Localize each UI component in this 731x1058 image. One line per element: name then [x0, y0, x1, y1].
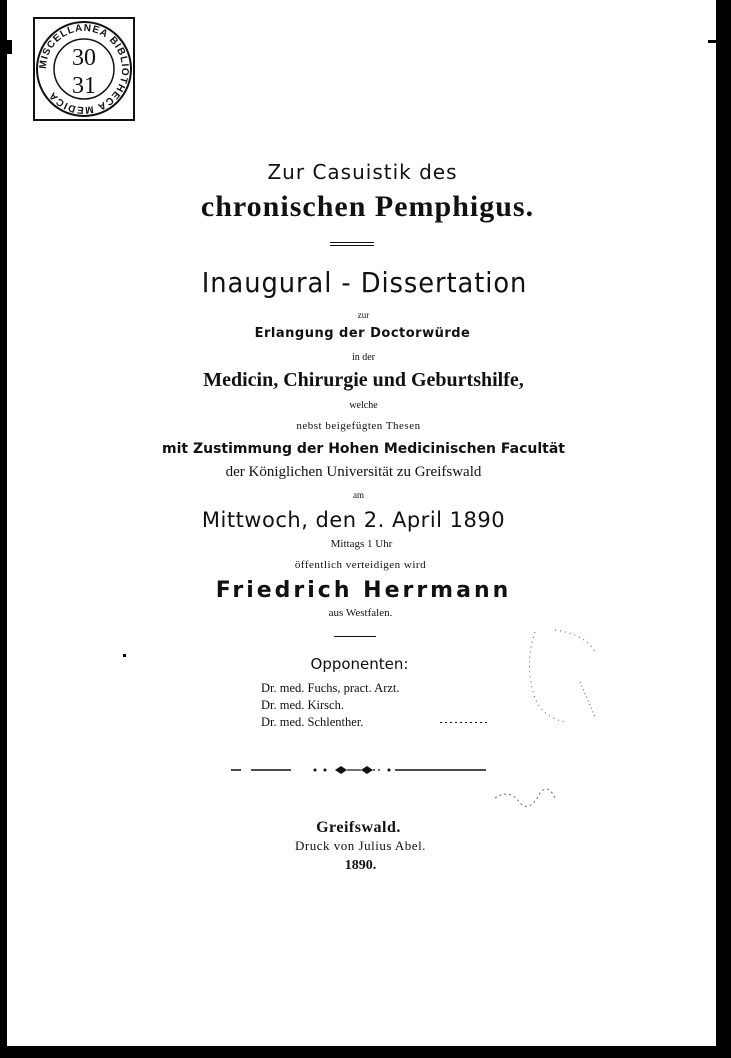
author-origin: aus Westfalen. [328, 607, 393, 619]
text-zustimmung: mit Zustimmung der Hohen Medicinischen Facultät [162, 441, 565, 457]
scan-artifact [123, 654, 126, 657]
dissertation-heading: Inaugural - Dissertation [201, 266, 528, 299]
stamp-number-top: 30 [72, 45, 96, 71]
imprint-place: Greifswald. [316, 819, 401, 836]
scan-artifact [708, 40, 716, 43]
imprint-printer: Druck von Julius Abel. [295, 838, 426, 853]
opponent-item: Dr. med. Fuchs, pract. Arzt. [261, 681, 400, 695]
text-erlangung: Erlangung der Doctorwürde [254, 326, 471, 341]
text-faculties: Medicin, Chirurgie und Geburtshilfe, [203, 369, 524, 391]
stamp-ring-text: MISCELLANEA BIBLIOTHECA MEDICA [37, 22, 131, 116]
scan-edge-bottom [0, 1046, 731, 1058]
author-name: Friedrich Herrmann [215, 578, 512, 603]
opponent-item: Dr. med. Kirsch. [261, 698, 344, 712]
time-line: Mittags 1 Uhr [330, 538, 393, 550]
library-stamp [33, 17, 135, 121]
text-in-der: in der [351, 352, 376, 363]
faint-signature-mark [490, 778, 560, 818]
subtitle-top: Zur Casuistik des [267, 160, 458, 184]
scan-artifact [440, 722, 490, 723]
scan-artifact [7, 40, 12, 54]
author-divider [334, 636, 376, 637]
text-universitaet: der Königlichen Universität zu Greifswald [225, 464, 482, 480]
document-title: chronischen Pemphigus. [200, 190, 535, 223]
opponent-item: Dr. med. Schlenther. [261, 715, 364, 729]
stamp-number-bottom: 31 [72, 73, 96, 99]
imprint-year: 1890. [344, 858, 377, 873]
title-divider [330, 245, 374, 246]
faint-stamp-mark [515, 622, 605, 732]
text-zur: zur [357, 310, 370, 320]
defense-line: öffentlich verteidigen wird [294, 559, 427, 571]
date-line: Mittwoch, den 2. April 1890 [201, 508, 506, 532]
text-am: am [353, 490, 364, 500]
text-nebst: nebst beigefügten Thesen [296, 420, 421, 432]
opponents-heading: Opponenten: [310, 655, 409, 673]
ornamental-divider [231, 763, 491, 777]
title-divider [330, 242, 374, 243]
text-welche: welche [349, 400, 378, 411]
